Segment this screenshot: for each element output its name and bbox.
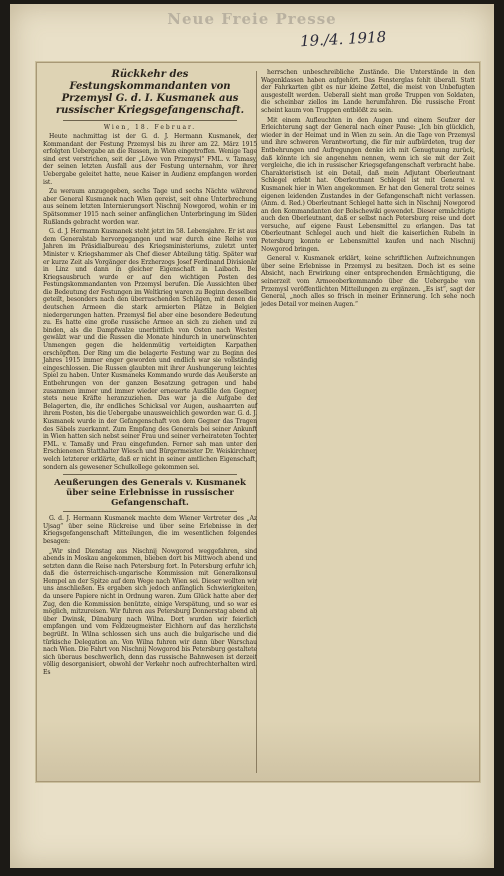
- section-subhead: Aeußerungen des Generals v. Kusmanek über seine Erlebnisse in russischer Gefangenschaft.: [54, 478, 246, 509]
- right-column: [261, 69, 475, 310]
- dateline: Wien, 18. Februar.: [103, 124, 197, 131]
- newspaper-clipping: [36, 62, 480, 782]
- paragraph: G. d. J. Hermann Kusmanek machte dem Wiener Vertreter des „Az Ujsag“ über seine Rückreise und über seine Erlebnisse in der Kriegsgefangenschaft Mitteilungen, die im wesentlichen folgendes besagen:: [43, 515, 257, 545]
- paragraph: herrschen unbeschreibliche Zustände. Die Unterstände in den Wagenklassen haben aufgehört. Das Fensterglas fehlt überall. Statt der Fahrkarten gibt es nur kleine Zettel, die meist von Unbefugten ausgestellt werden. Ueberall sieht man große Truppen von Soldaten, die scheinbar ziellos im Lande herumfahren. Die russische Front scheint kaum von Truppen entblößt zu sein.: [261, 69, 475, 114]
- paragraph: „Wir sind Dienstag aus Nischnij Nowgorod weggefahren, sind abends in Moskau angekommen, blieben dort bis Mittwoch abend und setzten dann die Reise nach Petersburg fort. In Petersburg erfuhr ich, daß die österreichisch-ungarische Kommission mit Generalkonsul Hempel an der Spitze auf dem Wege nach Wien sei. Dieser wollten wir uns anschließen. Es ergaben sich jedoch anfänglich Schwierigkeiten, da unsere Papiere nicht in Ordnung waren. Zum Glück hatte aber der Zug, den die Kommission benützte, einige Verspätung, und so war es möglich, mitzureisen. Wir fuhren aus Petersburg Donnerstag abend ab über Dwinsk, Dünaburg nach Wilna. Dort wurden wir feierlich empfangen und vom Feldzeugmeister Eichhorn auf das herzlichste begrüßt. In Wilna schlossen sich uns auch die bulgarische und die türkische Delegation an. Von Wilna fuhren wir dann über Warschau nach Wien. Die Fahrt von Nischnij Nowgorod bis Petersburg gestaltete sich überaus beschwerlich, denn das russische Bahnwesen ist derzeit völlig desorganisiert, obwohl der Verkehr noch aufrechterhalten wird. Es: [43, 547, 257, 676]
- headline-rule: [63, 120, 237, 121]
- paragraph: Mit einem Aufleuchten in den Augen und einem Seufzer der Erleichterung sagt der General nach einer Pause: „Ich bin glücklich, wieder in der Heimat und in Wien zu sein. An die Tage von Przemysl und ihre schweren Verantwortung, die für mir aufbürdeten, trug der Entbehrungen und Aufregungen denke ich mit Genugtuung zurück, daß könnte ich sie angenehm nennen, wenn ich sie mit der Zeit vergleiche, die ich in russischer Kriegsgefangenschaft verbracht habe. Charakteristisch ist ein Detail, daß mein Adjutant Oberleutnant Schlegel erlebt hat. Oberleutnant Schlegel ist mit General v. Kusmanek hier in Wien angekommen. Er hat den General trotz seines eigenen leidenden Zustandes in der Gefangenschaft nicht verlassen. (Anm. d. Red.) Oberleutnant Schlegel hatte sich in Nischnij Nowgorod an den Kommandanten der Bolschewiki gewendet. Dieser ermächtigte auch den Oberleutnant, daß er selbst nach Petersburg reise und dort versuche, auf eigene Faust Lebensmittel zu erlangen. Das tat Oberleutnant Schlegel auch und hielt die kaiserlichen Rubeln in Petersburg konnte er Lebensmittel kaufen und nach Nischnij Nowgorod bringen.: [261, 116, 475, 253]
- article-headline: Rückkehr des Festungskommandanten von Przemysl G. d. I. Kusmanek aus russischer Kriegsgefangenschaft.: [55, 69, 245, 116]
- left-column: [43, 69, 257, 679]
- handwritten-date: 19./4. 1918: [299, 27, 387, 51]
- paragraph: G. d. J. Hermann Kusmanek steht jetzt im 58. Lebensjahre. Er ist aus dem Generalstab hervorgegangen und war durch eine Reihe von Jahren im Präsidialbureau des Kriegsministeriums, zuletzt unter Minister v. Kriegshammer als Chef dieser Abteilung tätig. Später war er kurze Zeit als Vorgänger des Erzherzogs Josef Ferdinand Divisionär in Linz und dann in gleicher Eigenschaft in Laibach. Bei Kriegsausbruch wurde er auf den wichtigen Posten des Festungskommandanten von Przemysl berufen. Die Aussichten über die Bedeutung der Festungen im Weltkrieg waren zu Beginn desselben geteilt, besonders nach den überraschenden Schlägen, mit denen die deutschen Armeen die stark armierten Plätze in Belgien niedergerungen hatten. Przemysl fiel aber eine besondere Bedeutung zu. Es hatte eine große russische Armee an sich zu ziehen und zu binden, als die Dampfwalze unerbittlich von Osten nach Westen gewälzt war und die Russen die Monate hindurch in unerwünschten Unmengen gegen die heldenmütig verteidigten Karpathen erschöpften. Der Ring um die belagerte Festung war zu Beginn des Jahres 1915 immer enger geworden und endlich war sie vollständig eingeschlossen. Die Russen glaubten mit ihrer Aushungerung leichtes Spiel zu haben. Unter Kusmaneks Kommando wurde das Aeußerste an Entbehrungen von der ganzen Besatzung getragen und habe zusammen immer und immer wieder erneuerte Ausfälle den Gegner, stets neue Kräfte heranzuziehen. Das war ja die Aufgabe der Belagerten, die, ihr endliches Schicksal vor Augen, aushaarrten auf ihrem Posten, bis die Uebergabe unausweichlich geworden war. G. d. J. Kusmanek wurde in der Gefangenschaft von dem Gegner das Tragen des Säbels zuerkannt. Zum Empfang des Generals bei seiner Ankunft in Wien hatten sich nebst seiner Frau und seiner verheirateten Tochter FML. v. Tamaßy und Frau eingefunden. Ferner sah man unter den Erschienenen Statthalter Wiesch und Bürgermeister Dr. Weiskirchner, welch letzterer erklärte, daß er nicht in seiner amtlichen Eigenschaft, sondern als gewesener Schulkollege gekommen sei.: [43, 228, 257, 471]
- paragraph: Zu weraum anzugegeben, sechs Tage und sechs Nächte während aber General Kusmanek nach Wien gereist, seit ohne Unterbrechung aus seinem letzten Internierungsort Nischnij Nowgorod, wohin er im Spätsommer 1915 nach seiner anfänglichen Unterbringung im Süden Rußlands gebracht worden war.: [43, 188, 257, 226]
- section-rule: [63, 474, 237, 475]
- section-rule: [63, 511, 237, 512]
- archive-sheet: [10, 4, 494, 868]
- paragraph: Heute nachmittag ist der G. d. J. Hermann Kusmanek, der Kommandant der Festung Przemysl bis zu ihrer am 22. März 1915 erfolgten Uebergabe an die Russen, in Wien eingetroffen. Wenige Tage sind erst verstrichen, seit der „Löwe von Przemysl“ FML. v. Tamasy, der seinen letzten Ausfall aus der Festung unternahm, vor ihrer Uebergabe geleitet hatte, neue Kaiser in Audienz empfangen worden ist.: [43, 133, 257, 186]
- newspaper-masthead: Neue Freie Presse: [167, 10, 337, 28]
- paper-stain: [37, 721, 479, 781]
- paragraph: General v. Kusmanek erklärt, keine schriftlichen Aufzeichnungen über seine Erlebnisse in Przemysl zu besitzen. Doch ist es seine Absicht, nach Erwirkung einer entsprechenden Ermächtigung, die seinerzeit vom Armeeoberkommando über die Uebergabe von Przemysl veröffentlichten Mitteilungen zu ergänzen. „Es ist“, sagt der General, „noch alles so frisch in meiner Erinnerung. Ich sehe noch jedes Detail vor meinen Augen.“: [261, 255, 475, 308]
